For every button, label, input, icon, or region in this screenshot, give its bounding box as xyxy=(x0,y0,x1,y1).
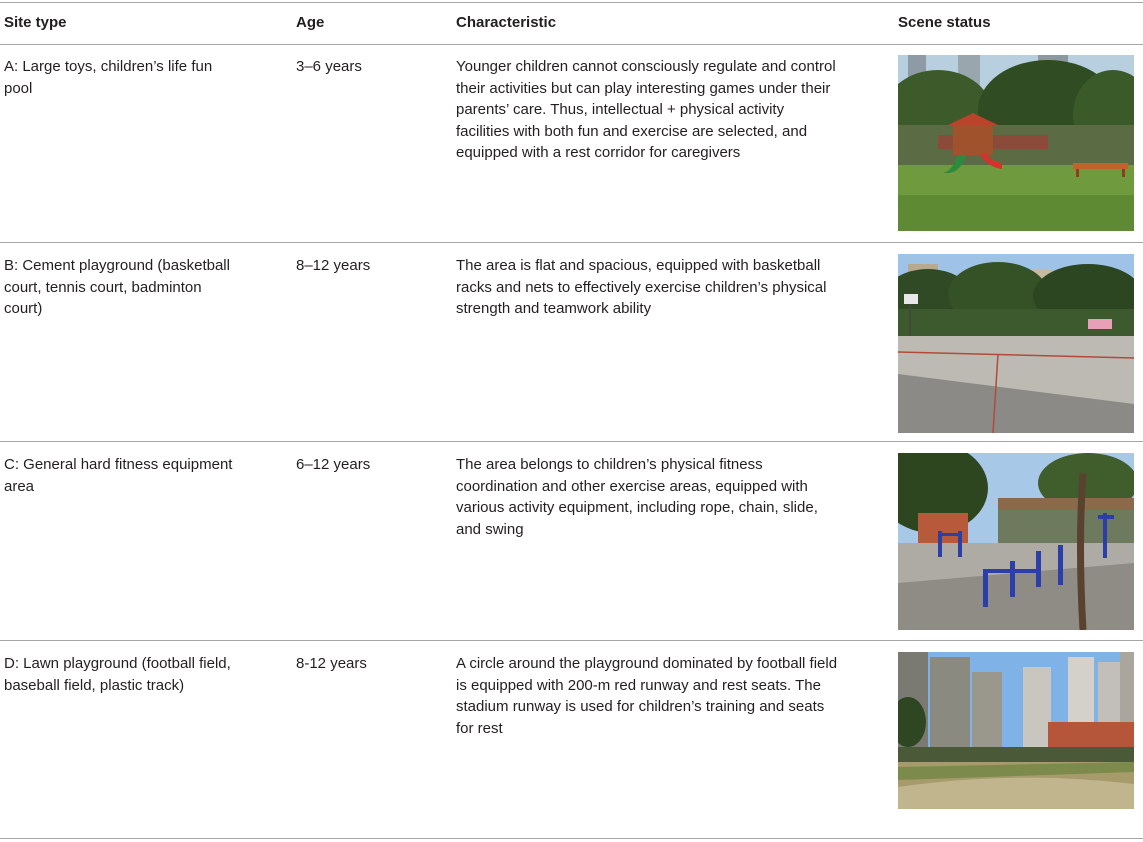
row-b-site-type: B: Cement playground (basketball court, tennis court, badminton court) xyxy=(4,257,230,317)
header-bottom-rule xyxy=(0,44,1143,45)
fitness-equipment-photo xyxy=(898,453,1134,630)
row-c-site-type: C: General hard fitness equipment area xyxy=(4,456,233,495)
row-c-characteristic: The area belongs to children’s physical fitness coordination and other exercise areas, equipped with various activity equipment, including rope, chain, slide, and swing xyxy=(456,456,818,538)
row-d-site-type: D: Lawn playground (football field, baseball field, plastic track) xyxy=(4,655,231,694)
row-c-age: 6–12 years xyxy=(296,456,371,473)
table-top-rule xyxy=(0,2,1143,3)
row-divider xyxy=(0,441,1143,442)
cement-court-photo xyxy=(898,254,1134,433)
row-d-characteristic: A circle around the playground dominated by football field is equipped with 200-m red runway and rest seats. The stadium runway is used for children’s training and seats for rest xyxy=(456,655,838,737)
header-scene-status: Scene status xyxy=(898,14,991,31)
row-b-age: 8–12 years xyxy=(296,257,371,274)
row-a-site-type: A: Large toys, children’s life fun pool xyxy=(4,58,213,97)
row-divider xyxy=(0,640,1143,641)
row-a-age: 3–6 years xyxy=(296,58,362,75)
row-b-characteristic: The area is flat and spacious, equipped with basketball racks and nets to effectively exercise children’s physical strength and teamwork ability xyxy=(456,257,827,317)
row-a-characteristic: Younger children cannot consciously regulate and control their activities but can play interesting games under their parents’ care. Thus, intellectual + physical activity facilities with both fun and exercise are selected, and equipped with a rest corridor for caregivers xyxy=(456,58,836,161)
playground-with-slides-photo xyxy=(898,55,1134,231)
lawn-field-photo xyxy=(898,652,1134,809)
header-age: Age xyxy=(296,14,325,31)
table-bottom-rule xyxy=(0,838,1143,839)
row-divider xyxy=(0,242,1143,243)
row-d-age: 8-12 years xyxy=(296,655,367,672)
header-characteristic: Characteristic xyxy=(456,14,557,31)
header-site-type: Site type xyxy=(4,14,67,31)
